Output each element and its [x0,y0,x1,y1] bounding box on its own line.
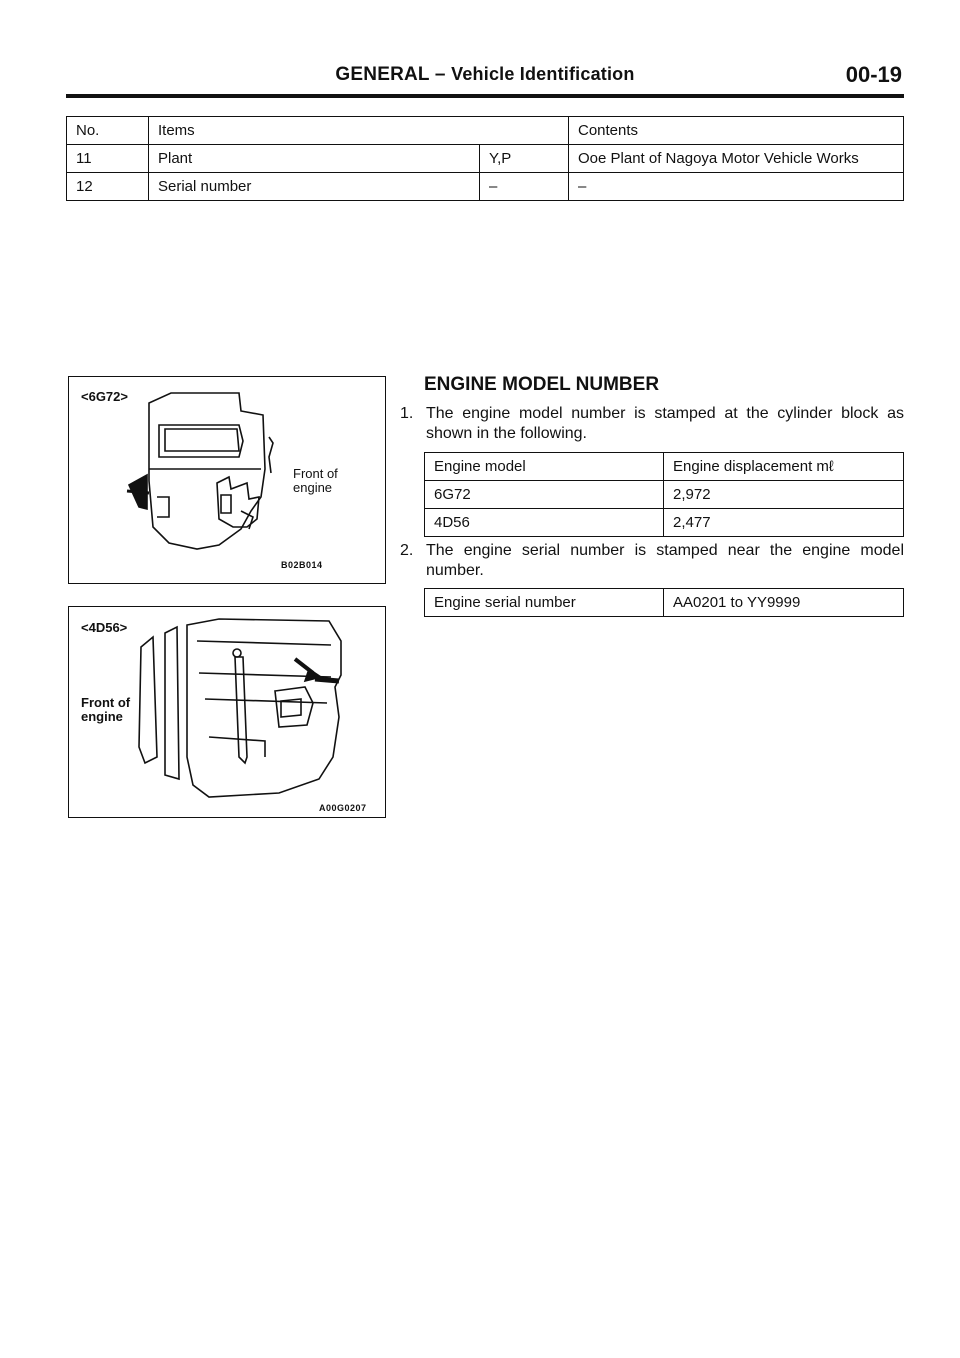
table-row [425,481,904,509]
table-cell: 2,477 [664,509,904,537]
figure-label: <6G72> [81,389,128,404]
table-cell: 4D56 [425,509,664,537]
section-title: ENGINE MODEL NUMBER [424,374,660,395]
table-cell: – [480,173,569,201]
table-cell: Serial number [149,173,480,201]
page-number: 00-19 [845,62,902,87]
title-sub: Vehicle Identification [451,64,635,84]
step-number: 2. [400,542,414,559]
step-2 [400,541,904,581]
step-number: 1. [400,405,414,422]
step-text: The engine model number is stamped at the cylinder block as shown in the following. [426,405,904,442]
header-cell-engine-model: Engine model [425,453,664,481]
table-cell: – [569,173,904,201]
table-cell: Ooe Plant of Nagoya Motor Vehicle Works [569,145,904,173]
table-row [67,145,904,173]
step-text: The engine serial number is stamped near the engine model number. [426,542,904,579]
serial-value-cell: AA0201 to YY9999 [664,589,904,617]
header-cell-displacement: Engine displacement mℓ [664,453,904,481]
title-main: GENERAL [335,64,430,85]
table-cell: 6G72 [425,481,664,509]
figure-note: Front of engine [81,695,131,724]
step-1 [400,404,904,444]
figure-code: B02B014 [281,560,323,570]
page-title [66,64,904,86]
header-cell-no: No. [67,117,149,145]
table-row [67,173,904,201]
page-header [66,60,904,98]
table-header-row [425,453,904,481]
title-dash: – [434,64,446,85]
table-cell: 12 [67,173,149,201]
table-row [425,509,904,537]
figure-note: Front of engine [293,466,338,495]
items-table [66,116,904,201]
table-cell: Y,P [480,145,569,173]
engine-model-table [424,452,904,537]
figure-label: <4D56> [81,620,128,635]
header-cell-contents: Contents [569,117,904,145]
table-row [425,589,904,617]
figure-6g72-engine [68,376,386,584]
table-cell: 11 [67,145,149,173]
figure-code: A00G0207 [319,803,367,813]
table-header-row [67,117,904,145]
header-cell-items: Items [149,117,569,145]
serial-number-table [424,588,904,617]
table-cell: Plant [149,145,480,173]
serial-label-cell: Engine serial number [425,589,664,617]
figure-4d56-engine [68,606,386,818]
table-cell: 2,972 [664,481,904,509]
